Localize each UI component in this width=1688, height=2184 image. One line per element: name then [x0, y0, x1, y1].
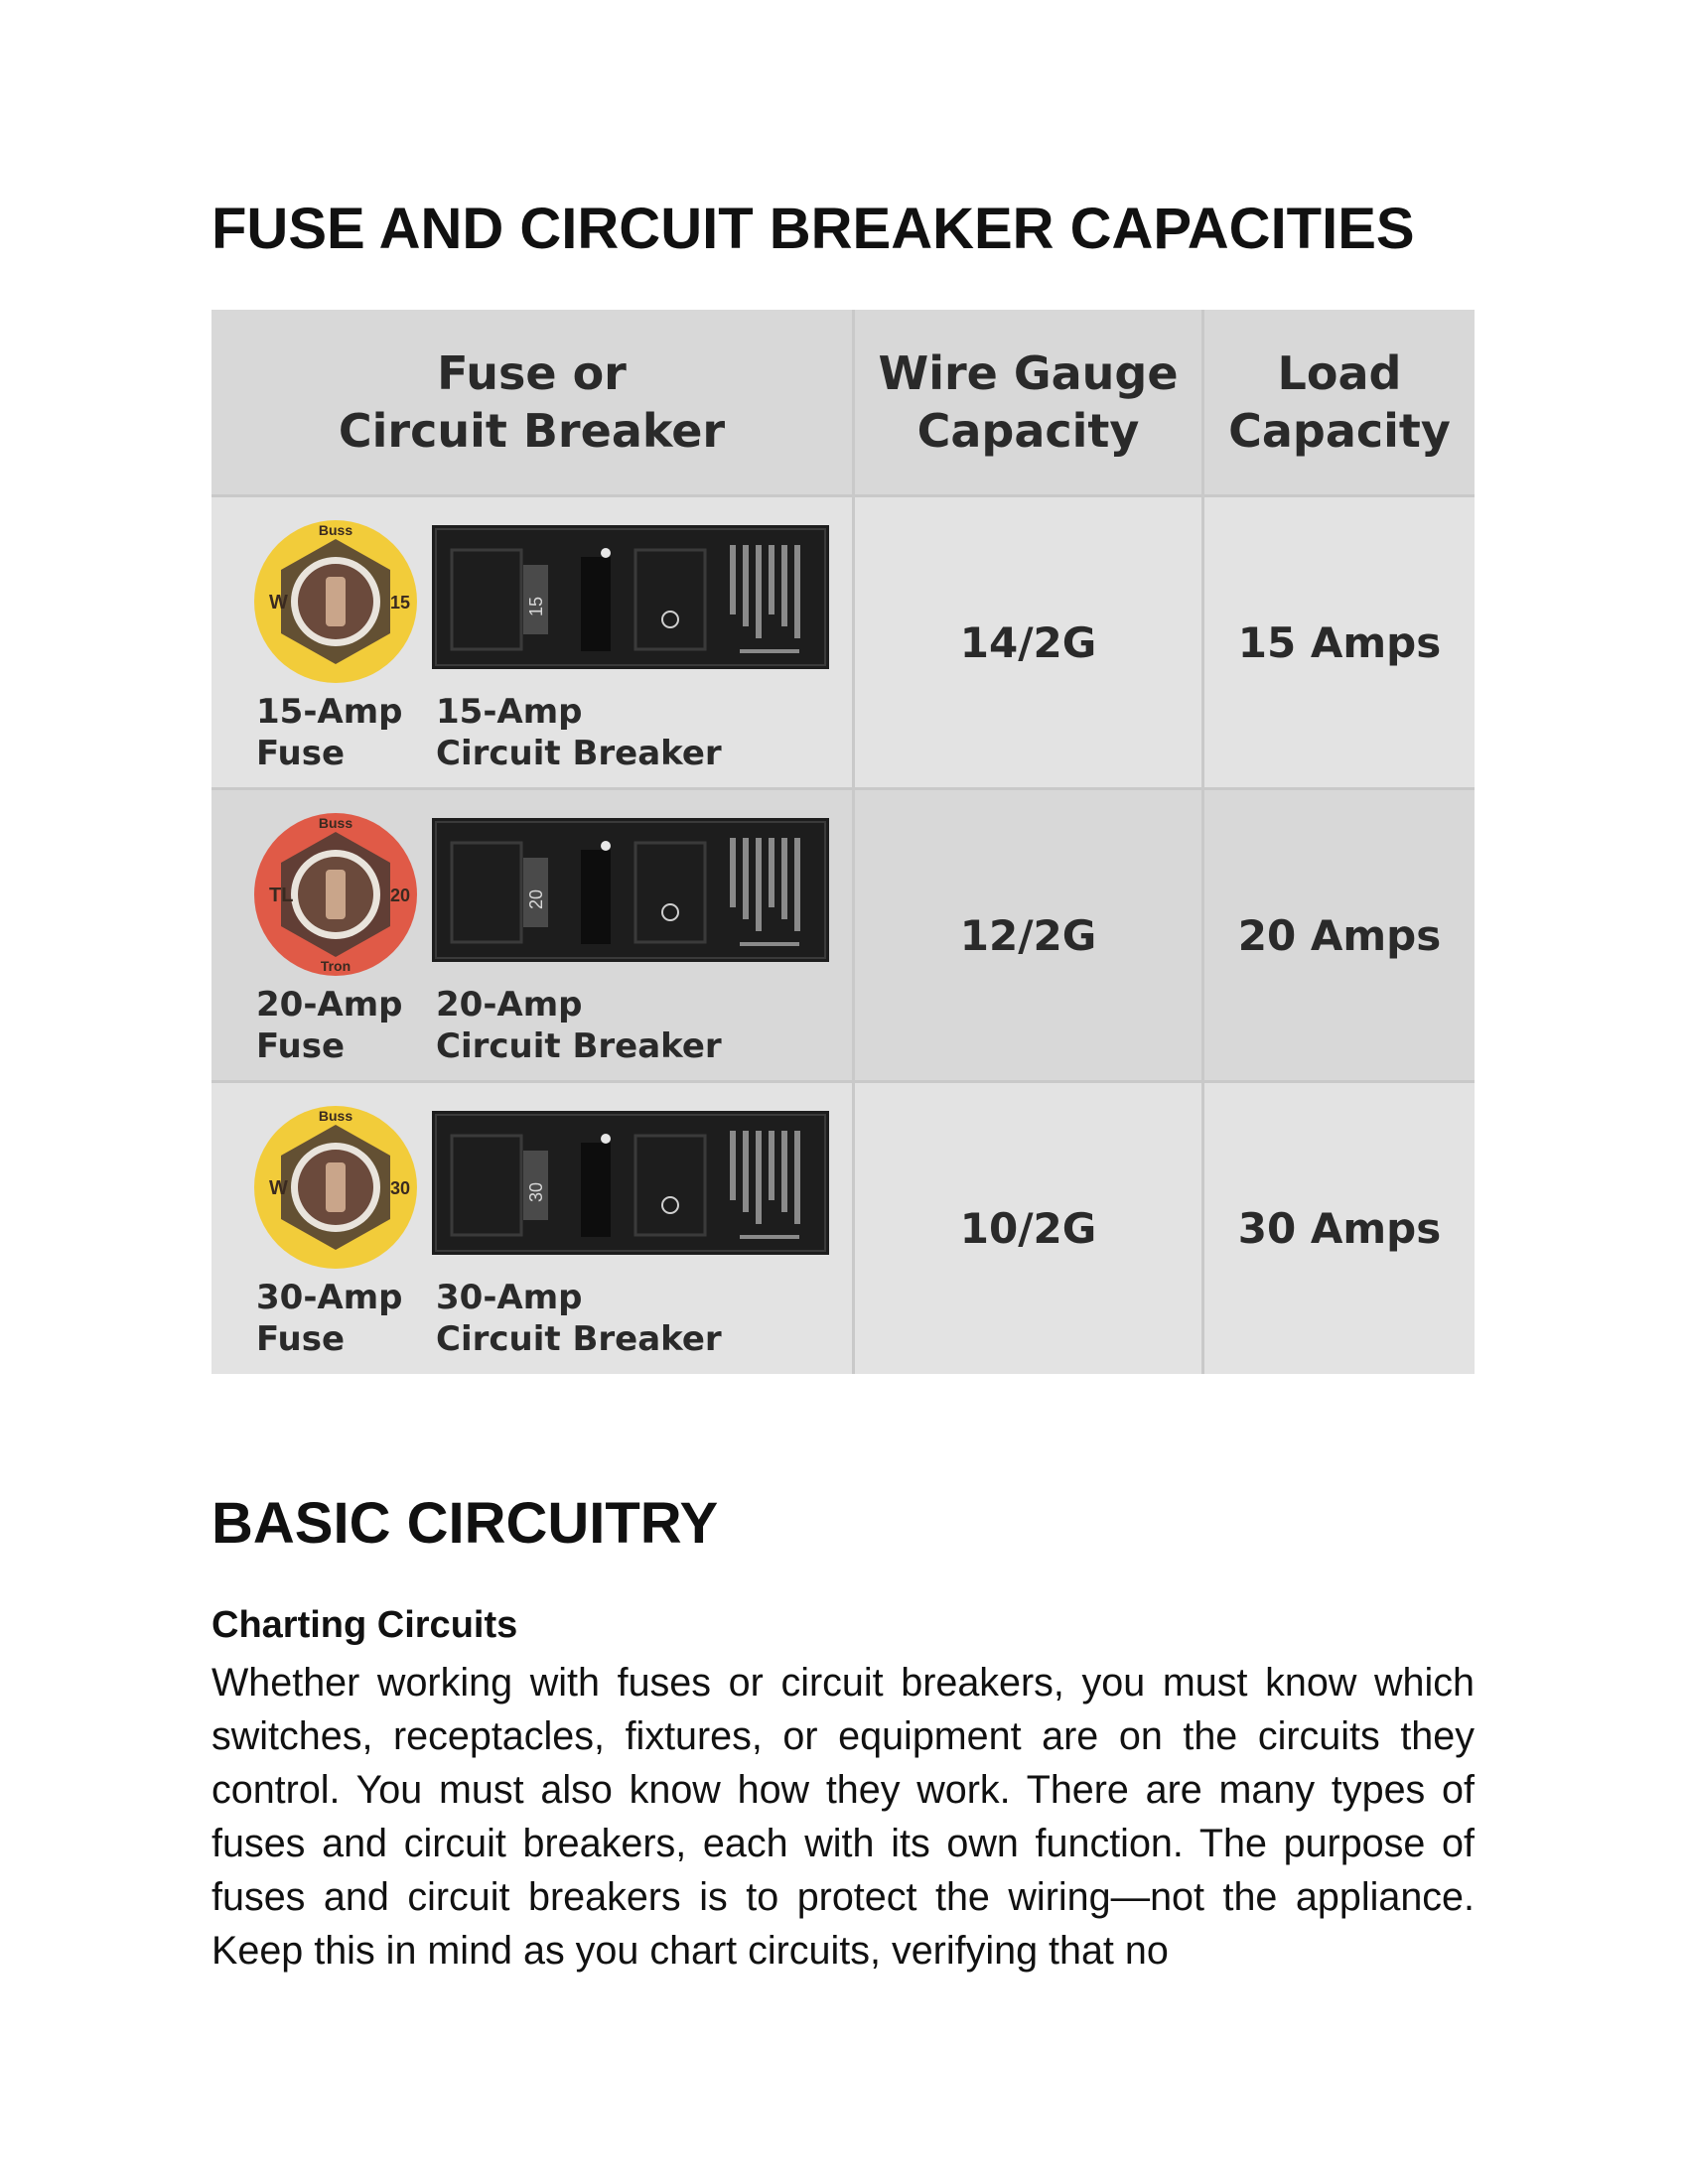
fuse-image [251, 517, 420, 686]
wire-gauge-value: 10/2G [959, 1203, 1097, 1253]
fuse-type-label: W [269, 1177, 288, 1199]
capacity-table [211, 310, 1475, 1374]
header-wire-gauge [855, 310, 1201, 494]
row-divider [211, 494, 1475, 497]
fuse-amp-label: 30 [390, 1178, 411, 1198]
breaker-amp-label: 30 [526, 1181, 546, 1203]
fuse-caption: 15-Amp Fuse [256, 692, 403, 773]
wire-gauge-value: 14/2G [959, 617, 1097, 667]
fuse-type-label: W [269, 592, 288, 614]
column-divider [852, 310, 855, 1374]
breaker-amp-label: 15 [526, 596, 546, 617]
body-paragraph: Whether working with fuses or circuit breakers, you must know which switches, receptacles, fixtures, or equipment are on the circuits they control. You must also know how they work. There are many types of fuses and circuit breakers, each with its own function. The purpose of fuses and circuit breakers is to protect the wiring—not the appliance. Keep this in mind as you chart circuits, verifying that no [211, 1661, 1475, 1973]
fuse-caption: 20-Amp Fuse [256, 985, 403, 1066]
load-capacity-value: 20 Amps [1237, 910, 1442, 960]
breaker-caption: 30-Amp Circuit Breaker [436, 1278, 722, 1359]
circuit-breaker-image [432, 818, 829, 962]
wire-gauge-value: 12/2G [959, 910, 1097, 960]
fuse-brand-label: Buss [318, 1108, 353, 1124]
table-row [211, 1083, 1475, 1373]
header-fuse-breaker [211, 310, 852, 494]
load-capacity-value: 30 Amps [1237, 1203, 1442, 1253]
header-load-capacity [1204, 310, 1475, 494]
breaker-caption: 20-Amp Circuit Breaker [436, 985, 722, 1066]
column-divider [1201, 310, 1204, 1374]
breaker-amp-label: 20 [526, 888, 546, 910]
load-capacity-value: 15 Amps [1237, 617, 1442, 667]
fuse-image [251, 1103, 420, 1272]
table-row [211, 497, 1475, 787]
fuse-type-label: TL [269, 885, 294, 906]
breaker-caption: 15-Amp Circuit Breaker [436, 692, 722, 773]
fuse-amp-label: 15 [390, 593, 411, 613]
header-load-capacity-text: Load Capacity [1228, 346, 1451, 458]
fuse-brand-label: Buss [318, 815, 353, 831]
row-divider [211, 1080, 1475, 1083]
header-fuse-breaker-text: Fuse or Circuit Breaker [338, 346, 726, 458]
table-row [211, 790, 1475, 1080]
header-wire-gauge-text: Wire Gauge Capacity [878, 346, 1179, 458]
section-title-basic-circuitry: BASIC CIRCUITRY [211, 1491, 719, 1556]
fuse-caption: 30-Amp Fuse [256, 1278, 403, 1359]
fuse-amp-label: 20 [390, 886, 411, 905]
circuit-breaker-image [432, 525, 829, 669]
section-title-capacities: FUSE AND CIRCUIT BREAKER CAPACITIES [211, 197, 1415, 261]
fuse-bottom-label: Tron [320, 958, 352, 974]
fuse-image [251, 810, 420, 979]
row-divider [211, 787, 1475, 790]
circuit-breaker-image [432, 1111, 829, 1255]
subsection-title: Charting Circuits [211, 1604, 518, 1646]
fuse-brand-label: Buss [318, 522, 353, 538]
